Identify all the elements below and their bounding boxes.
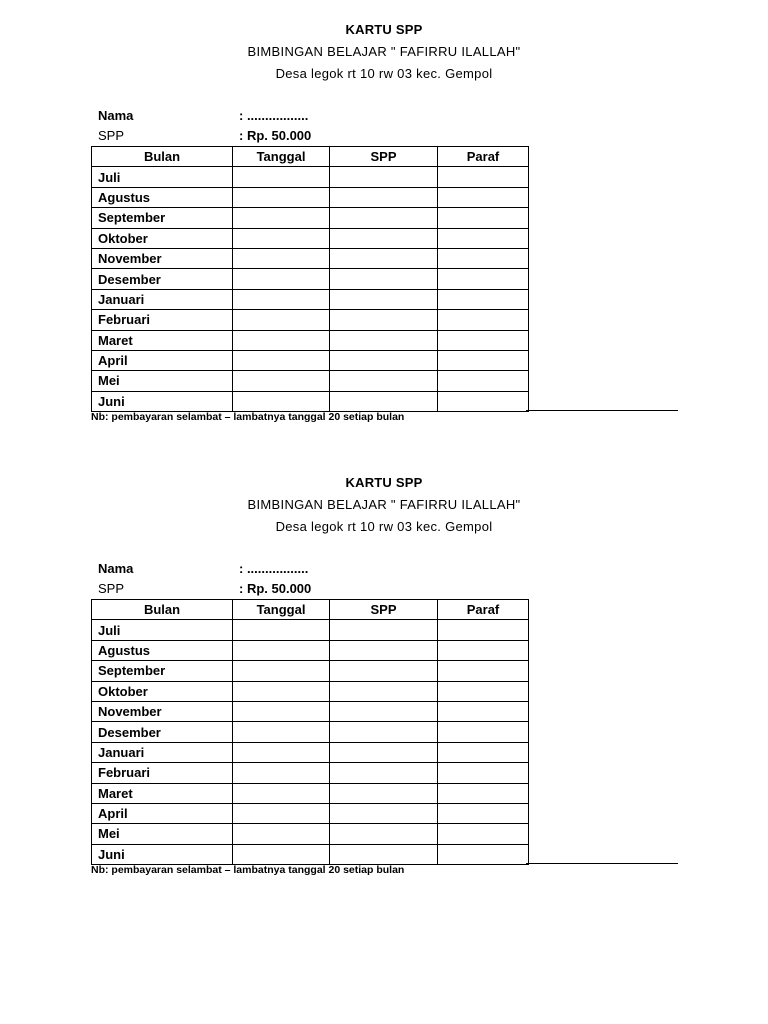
month-cell: Januari [92, 742, 233, 762]
nama-value: : ................. [239, 561, 309, 576]
table-row [92, 783, 529, 803]
table-row [92, 824, 529, 844]
paraf-cell [438, 620, 529, 640]
table-row [92, 681, 529, 701]
header-paraf: Paraf [438, 147, 529, 167]
spp-cell [330, 763, 438, 783]
table-body [92, 620, 529, 865]
nama-value: : ................. [239, 108, 309, 123]
table-row [92, 167, 529, 187]
spp-cell [330, 824, 438, 844]
month-cell: Januari [92, 289, 233, 309]
header-spp: SPP [330, 600, 438, 620]
tanggal-cell [233, 269, 330, 289]
paraf-cell [438, 742, 529, 762]
spp-cell [330, 640, 438, 660]
tanggal-cell [233, 640, 330, 660]
paraf-cell [438, 763, 529, 783]
tanggal-cell [233, 844, 330, 864]
tanggal-cell [233, 187, 330, 207]
tanggal-cell [233, 742, 330, 762]
month-cell: Juni [92, 844, 233, 864]
month-cell: November [92, 248, 233, 268]
spp-cell [330, 228, 438, 248]
bottom-rule [526, 863, 678, 864]
tanggal-cell [233, 803, 330, 823]
tanggal-cell [233, 167, 330, 187]
tanggal-cell [233, 350, 330, 370]
header-paraf: Paraf [438, 600, 529, 620]
card-title: KARTU SPP [345, 475, 423, 490]
table-row [92, 208, 529, 228]
month-cell: April [92, 803, 233, 823]
spp-value: : Rp. 50.000 [239, 128, 312, 143]
payment-note: Nb: pembayaran selambat – lambatnya tanggal 20 setiap bulan [91, 864, 405, 876]
card-address: Desa legok rt 10 rw 03 kec. Gempol [275, 519, 493, 534]
tanggal-cell [233, 391, 330, 411]
header-bulan: Bulan [92, 600, 233, 620]
tanggal-cell [233, 371, 330, 391]
month-cell: Mei [92, 371, 233, 391]
month-cell: Juli [92, 620, 233, 640]
paraf-cell [438, 228, 529, 248]
spp-cell [330, 620, 438, 640]
spp-cell [330, 803, 438, 823]
nama-label: Nama [98, 108, 134, 123]
spp-cell [330, 722, 438, 742]
paraf-cell [438, 269, 529, 289]
month-cell: Desember [92, 722, 233, 742]
spp-cell [330, 187, 438, 207]
month-cell: Oktober [92, 681, 233, 701]
table-row [92, 640, 529, 660]
table-row [92, 620, 529, 640]
tanggal-cell [233, 208, 330, 228]
spp-cell [330, 208, 438, 228]
spp-cell [330, 330, 438, 350]
spp-value: : Rp. 50.000 [239, 581, 312, 596]
spp-cell [330, 783, 438, 803]
tanggal-cell [233, 330, 330, 350]
paraf-cell [438, 844, 529, 864]
table-row [92, 289, 529, 309]
paraf-cell [438, 783, 529, 803]
paraf-cell [438, 371, 529, 391]
tanggal-cell [233, 248, 330, 268]
header-tanggal: Tanggal [233, 600, 330, 620]
paraf-cell [438, 167, 529, 187]
month-cell: Agustus [92, 640, 233, 660]
spp-cell [330, 371, 438, 391]
spp-cell [330, 289, 438, 309]
table-row [92, 187, 529, 207]
paraf-cell [438, 208, 529, 228]
paraf-cell [438, 350, 529, 370]
spp-cell [330, 661, 438, 681]
table-row [92, 269, 529, 289]
tanggal-cell [233, 681, 330, 701]
payment-note: Nb: pembayaran selambat – lambatnya tanggal 20 setiap bulan [91, 411, 405, 423]
header-spp: SPP [330, 147, 438, 167]
spp-cell [330, 167, 438, 187]
card-subtitle: BIMBINGAN BELAJAR " FAFIRRU ILALLAH" [247, 497, 521, 512]
month-cell: Mei [92, 824, 233, 844]
month-cell: April [92, 350, 233, 370]
table-row [92, 371, 529, 391]
spp-cell [330, 742, 438, 762]
month-cell: Maret [92, 783, 233, 803]
paraf-cell [438, 640, 529, 660]
table-body [92, 167, 529, 412]
tanggal-cell [233, 228, 330, 248]
tanggal-cell [233, 289, 330, 309]
month-cell: Oktober [92, 228, 233, 248]
month-cell: Agustus [92, 187, 233, 207]
tanggal-cell [233, 620, 330, 640]
paraf-cell [438, 701, 529, 721]
table-header-row [92, 147, 529, 167]
tanggal-cell [233, 783, 330, 803]
payment-table [91, 599, 529, 865]
paraf-cell [438, 289, 529, 309]
month-cell: November [92, 701, 233, 721]
spp-cell [330, 391, 438, 411]
tanggal-cell [233, 701, 330, 721]
table-row [92, 391, 529, 411]
table-row [92, 310, 529, 330]
spp-card-1 [0, 22, 768, 462]
table-row [92, 661, 529, 681]
tanggal-cell [233, 763, 330, 783]
month-cell: Februari [92, 310, 233, 330]
spp-cell [330, 310, 438, 330]
card-subtitle: BIMBINGAN BELAJAR " FAFIRRU ILALLAH" [247, 44, 521, 59]
table-row [92, 330, 529, 350]
header-bulan: Bulan [92, 147, 233, 167]
table-row [92, 844, 529, 864]
payment-table [91, 146, 529, 412]
tanggal-cell [233, 824, 330, 844]
spp-cell [330, 701, 438, 721]
card-address: Desa legok rt 10 rw 03 kec. Gempol [275, 66, 493, 81]
month-cell: September [92, 661, 233, 681]
paraf-cell [438, 681, 529, 701]
paraf-cell [438, 187, 529, 207]
table-row [92, 350, 529, 370]
month-cell: Desember [92, 269, 233, 289]
tanggal-cell [233, 310, 330, 330]
month-cell: Juli [92, 167, 233, 187]
nama-label: Nama [98, 561, 134, 576]
spp-cell [330, 844, 438, 864]
table-header-row [92, 600, 529, 620]
spp-cell [330, 350, 438, 370]
spp-card-2 [0, 475, 768, 915]
paraf-cell [438, 722, 529, 742]
paraf-cell [438, 803, 529, 823]
paraf-cell [438, 310, 529, 330]
paraf-cell [438, 824, 529, 844]
table-row [92, 248, 529, 268]
table-row [92, 742, 529, 762]
table-row [92, 701, 529, 721]
paraf-cell [438, 330, 529, 350]
paraf-cell [438, 391, 529, 411]
card-title: KARTU SPP [345, 22, 423, 37]
bottom-rule [526, 410, 678, 411]
spp-cell [330, 248, 438, 268]
month-cell: Maret [92, 330, 233, 350]
month-cell: September [92, 208, 233, 228]
table-row [92, 803, 529, 823]
month-cell: Juni [92, 391, 233, 411]
spp-label: SPP [98, 128, 125, 143]
table-row [92, 228, 529, 248]
header-tanggal: Tanggal [233, 147, 330, 167]
tanggal-cell [233, 661, 330, 681]
month-cell: Februari [92, 763, 233, 783]
spp-cell [330, 681, 438, 701]
spp-cell [330, 269, 438, 289]
table-row [92, 722, 529, 742]
table-row [92, 763, 529, 783]
paraf-cell [438, 661, 529, 681]
tanggal-cell [233, 722, 330, 742]
paraf-cell [438, 248, 529, 268]
spp-label: SPP [98, 581, 125, 596]
